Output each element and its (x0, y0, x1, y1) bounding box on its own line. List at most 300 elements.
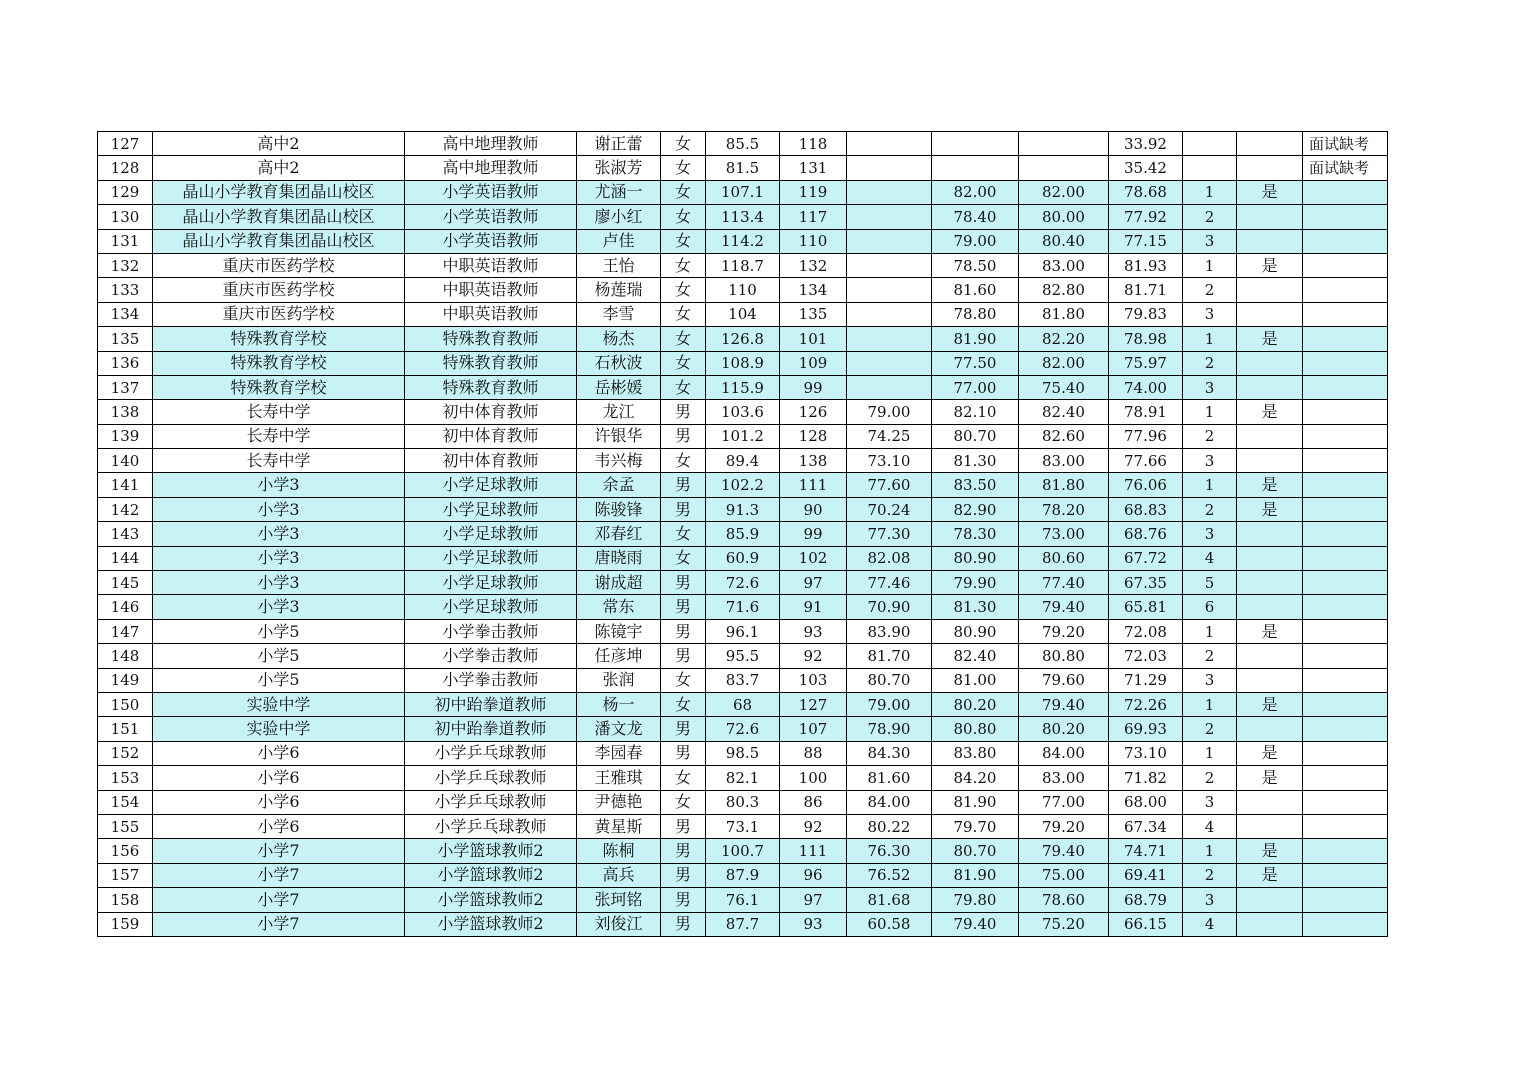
row-number-cell: 134 (98, 302, 153, 326)
interview-score-1-cell: 80.70 (932, 424, 1019, 448)
ticket-cell: 127 (780, 692, 847, 716)
rank-cell: 2 (1183, 497, 1237, 521)
table-row (98, 351, 1388, 375)
skill-score-cell: 81.68 (847, 888, 932, 912)
rank-cell: 2 (1183, 424, 1237, 448)
sex-cell: 男 (661, 863, 706, 887)
post-cell: 小学英语教师 (405, 205, 577, 229)
ticket-cell: 93 (780, 912, 847, 936)
skill-score-cell (847, 156, 932, 180)
ticket-cell: 131 (780, 156, 847, 180)
rank-cell: 3 (1183, 668, 1237, 692)
unit-cell: 小学6 (153, 814, 405, 838)
row-number-cell: 127 (98, 132, 153, 156)
post-cell: 初中体育教师 (405, 400, 577, 424)
skill-score-cell: 81.60 (847, 766, 932, 790)
written-score-cell: 115.9 (706, 375, 780, 399)
interview-score-2-cell: 80.00 (1019, 205, 1109, 229)
table-row (98, 132, 1388, 156)
unit-cell: 重庆市医药学校 (153, 278, 405, 302)
name-cell: 陈桐 (577, 839, 661, 863)
written-score-cell: 72.6 (706, 717, 780, 741)
ticket-cell: 138 (780, 449, 847, 473)
row-number-cell: 146 (98, 595, 153, 619)
table-row (98, 229, 1388, 253)
row-number-cell: 149 (98, 668, 153, 692)
written-score-cell: 126.8 (706, 327, 780, 351)
skill-score-cell: 81.70 (847, 644, 932, 668)
ticket-cell: 92 (780, 814, 847, 838)
remark-cell (1303, 692, 1388, 716)
interview-score-1-cell: 82.90 (932, 497, 1019, 521)
unit-cell: 小学7 (153, 912, 405, 936)
total-score-cell: 33.92 (1109, 132, 1183, 156)
sex-cell: 女 (661, 790, 706, 814)
post-cell: 小学拳击教师 (405, 668, 577, 692)
row-number-cell: 141 (98, 473, 153, 497)
row-number-cell: 133 (98, 278, 153, 302)
ticket-cell: 100 (780, 766, 847, 790)
unit-cell: 高中2 (153, 132, 405, 156)
table-row (98, 205, 1388, 229)
name-cell: 唐晓雨 (577, 546, 661, 570)
rank-cell: 1 (1183, 741, 1237, 765)
remark-cell (1303, 595, 1388, 619)
interview-score-1-cell: 81.90 (932, 327, 1019, 351)
admitted-cell (1237, 790, 1303, 814)
interview-score-2-cell: 79.40 (1019, 692, 1109, 716)
interview-score-2-cell: 80.60 (1019, 546, 1109, 570)
total-score-cell: 75.97 (1109, 351, 1183, 375)
unit-cell: 小学5 (153, 644, 405, 668)
post-cell: 小学篮球教师2 (405, 863, 577, 887)
table-row (98, 546, 1388, 570)
total-score-cell: 77.15 (1109, 229, 1183, 253)
admitted-cell: 是 (1237, 741, 1303, 765)
rank-cell: 3 (1183, 449, 1237, 473)
written-score-cell: 101.2 (706, 424, 780, 448)
sex-cell: 男 (661, 912, 706, 936)
remark-cell (1303, 400, 1388, 424)
ticket-cell: 134 (780, 278, 847, 302)
total-score-cell: 71.29 (1109, 668, 1183, 692)
sex-cell: 女 (661, 375, 706, 399)
admitted-cell (1237, 912, 1303, 936)
row-number-cell: 128 (98, 156, 153, 180)
post-cell: 小学乒乓球教师 (405, 741, 577, 765)
ticket-cell: 96 (780, 863, 847, 887)
admitted-cell (1237, 595, 1303, 619)
skill-score-cell: 76.52 (847, 863, 932, 887)
table-row (98, 741, 1388, 765)
sex-cell: 女 (661, 766, 706, 790)
unit-cell: 特殊教育学校 (153, 351, 405, 375)
table-row (98, 595, 1388, 619)
interview-score-2-cell: 82.00 (1019, 180, 1109, 204)
written-score-cell: 83.7 (706, 668, 780, 692)
remark-cell (1303, 473, 1388, 497)
admitted-cell: 是 (1237, 839, 1303, 863)
sex-cell: 男 (661, 839, 706, 863)
unit-cell: 小学3 (153, 546, 405, 570)
written-score-cell: 68 (706, 692, 780, 716)
rank-cell: 2 (1183, 766, 1237, 790)
table-row (98, 888, 1388, 912)
unit-cell: 小学3 (153, 497, 405, 521)
interview-score-2-cell: 82.80 (1019, 278, 1109, 302)
ticket-cell: 111 (780, 473, 847, 497)
name-cell: 王怡 (577, 253, 661, 277)
table-row (98, 180, 1388, 204)
name-cell: 张珂铭 (577, 888, 661, 912)
sex-cell: 男 (661, 644, 706, 668)
post-cell: 初中体育教师 (405, 449, 577, 473)
interview-score-1-cell: 79.70 (932, 814, 1019, 838)
remark-cell (1303, 644, 1388, 668)
ticket-cell: 102 (780, 546, 847, 570)
written-score-cell: 81.5 (706, 156, 780, 180)
admitted-cell (1237, 156, 1303, 180)
total-score-cell: 68.76 (1109, 522, 1183, 546)
remark-cell (1303, 522, 1388, 546)
interview-score-2-cell: 80.20 (1019, 717, 1109, 741)
skill-score-cell: 77.46 (847, 571, 932, 595)
rank-cell: 2 (1183, 644, 1237, 668)
interview-score-2-cell: 83.00 (1019, 253, 1109, 277)
written-score-cell: 118.7 (706, 253, 780, 277)
post-cell: 特殊教育教师 (405, 375, 577, 399)
total-score-cell: 67.34 (1109, 814, 1183, 838)
total-score-cell: 68.00 (1109, 790, 1183, 814)
row-number-cell: 138 (98, 400, 153, 424)
rank-cell: 3 (1183, 375, 1237, 399)
table-row (98, 424, 1388, 448)
interview-score-2-cell: 79.20 (1019, 814, 1109, 838)
ticket-cell: 119 (780, 180, 847, 204)
admitted-cell (1237, 449, 1303, 473)
table-row (98, 912, 1388, 936)
rank-cell: 1 (1183, 400, 1237, 424)
admitted-cell: 是 (1237, 180, 1303, 204)
interview-score-2-cell (1019, 156, 1109, 180)
rank-cell (1183, 156, 1237, 180)
ticket-cell: 88 (780, 741, 847, 765)
written-score-cell: 104 (706, 302, 780, 326)
interview-score-2-cell: 75.00 (1019, 863, 1109, 887)
sex-cell: 男 (661, 595, 706, 619)
remark-cell (1303, 888, 1388, 912)
remark-cell (1303, 253, 1388, 277)
rank-cell: 1 (1183, 253, 1237, 277)
unit-cell: 特殊教育学校 (153, 327, 405, 351)
skill-score-cell (847, 278, 932, 302)
interview-score-1-cell: 80.70 (932, 839, 1019, 863)
table-body (98, 132, 1388, 937)
row-number-cell: 136 (98, 351, 153, 375)
sex-cell: 女 (661, 278, 706, 302)
written-score-cell: 114.2 (706, 229, 780, 253)
sex-cell: 男 (661, 888, 706, 912)
rank-cell: 2 (1183, 717, 1237, 741)
row-number-cell: 151 (98, 717, 153, 741)
post-cell: 高中地理教师 (405, 132, 577, 156)
written-score-cell: 113.4 (706, 205, 780, 229)
interview-score-1-cell: 78.50 (932, 253, 1019, 277)
sex-cell: 女 (661, 205, 706, 229)
rank-cell: 1 (1183, 619, 1237, 643)
row-number-cell: 155 (98, 814, 153, 838)
total-score-cell: 67.72 (1109, 546, 1183, 570)
row-number-cell: 152 (98, 741, 153, 765)
row-number-cell: 150 (98, 692, 153, 716)
skill-score-cell: 74.25 (847, 424, 932, 448)
name-cell: 高兵 (577, 863, 661, 887)
written-score-cell: 107.1 (706, 180, 780, 204)
interview-score-2-cell: 83.00 (1019, 449, 1109, 473)
sex-cell: 女 (661, 546, 706, 570)
unit-cell: 小学3 (153, 595, 405, 619)
post-cell: 小学乒乓球教师 (405, 790, 577, 814)
admitted-cell (1237, 546, 1303, 570)
total-score-cell: 67.35 (1109, 571, 1183, 595)
total-score-cell: 35.42 (1109, 156, 1183, 180)
unit-cell: 小学3 (153, 473, 405, 497)
written-score-cell: 103.6 (706, 400, 780, 424)
skill-score-cell: 73.10 (847, 449, 932, 473)
total-score-cell: 77.96 (1109, 424, 1183, 448)
rank-cell: 2 (1183, 351, 1237, 375)
unit-cell: 重庆市医药学校 (153, 253, 405, 277)
ticket-cell: 99 (780, 375, 847, 399)
remark-cell (1303, 790, 1388, 814)
post-cell: 小学足球教师 (405, 497, 577, 521)
table-row (98, 400, 1388, 424)
remark-cell (1303, 229, 1388, 253)
unit-cell: 重庆市医药学校 (153, 302, 405, 326)
name-cell: 王雅琪 (577, 766, 661, 790)
interview-score-2-cell: 84.00 (1019, 741, 1109, 765)
table-row (98, 766, 1388, 790)
remark-cell (1303, 302, 1388, 326)
name-cell: 岳彬媛 (577, 375, 661, 399)
interview-score-1-cell: 79.00 (932, 229, 1019, 253)
remark-cell (1303, 278, 1388, 302)
sex-cell: 女 (661, 668, 706, 692)
sex-cell: 女 (661, 180, 706, 204)
post-cell: 小学足球教师 (405, 473, 577, 497)
admitted-cell (1237, 132, 1303, 156)
interview-score-2-cell: 82.20 (1019, 327, 1109, 351)
remark-cell: 面试缺考 (1303, 156, 1388, 180)
interview-score-1-cell: 83.80 (932, 741, 1019, 765)
table-row (98, 449, 1388, 473)
written-score-cell: 71.6 (706, 595, 780, 619)
total-score-cell: 65.81 (1109, 595, 1183, 619)
ticket-cell: 103 (780, 668, 847, 692)
name-cell: 卢佳 (577, 229, 661, 253)
ticket-cell: 101 (780, 327, 847, 351)
name-cell: 邓春红 (577, 522, 661, 546)
sex-cell: 男 (661, 473, 706, 497)
interview-score-1-cell: 83.50 (932, 473, 1019, 497)
row-number-cell: 153 (98, 766, 153, 790)
interview-score-2-cell: 81.80 (1019, 302, 1109, 326)
sex-cell: 女 (661, 229, 706, 253)
skill-score-cell (847, 375, 932, 399)
unit-cell: 晶山小学教育集团晶山校区 (153, 229, 405, 253)
name-cell: 张淑芳 (577, 156, 661, 180)
sex-cell: 男 (661, 497, 706, 521)
table-row (98, 302, 1388, 326)
written-score-cell: 102.2 (706, 473, 780, 497)
skill-score-cell: 79.00 (847, 692, 932, 716)
admitted-cell (1237, 888, 1303, 912)
sex-cell: 女 (661, 327, 706, 351)
ticket-cell: 126 (780, 400, 847, 424)
interview-score-2-cell: 79.20 (1019, 619, 1109, 643)
total-score-cell: 76.06 (1109, 473, 1183, 497)
remark-cell (1303, 546, 1388, 570)
ticket-cell: 97 (780, 888, 847, 912)
total-score-cell: 74.00 (1109, 375, 1183, 399)
total-score-cell: 78.91 (1109, 400, 1183, 424)
admitted-cell (1237, 375, 1303, 399)
interview-score-1-cell: 80.90 (932, 546, 1019, 570)
sex-cell: 女 (661, 522, 706, 546)
ticket-cell: 135 (780, 302, 847, 326)
admitted-cell (1237, 668, 1303, 692)
post-cell: 小学英语教师 (405, 229, 577, 253)
remark-cell (1303, 424, 1388, 448)
remark-cell (1303, 839, 1388, 863)
unit-cell: 长寿中学 (153, 424, 405, 448)
interview-score-1-cell: 81.30 (932, 595, 1019, 619)
remark-cell (1303, 449, 1388, 473)
ticket-cell: 92 (780, 644, 847, 668)
rank-cell: 1 (1183, 839, 1237, 863)
interview-score-2-cell: 78.60 (1019, 888, 1109, 912)
table-row (98, 717, 1388, 741)
rank-cell: 2 (1183, 278, 1237, 302)
interview-score-1-cell: 82.00 (932, 180, 1019, 204)
row-number-cell: 135 (98, 327, 153, 351)
skill-score-cell: 83.90 (847, 619, 932, 643)
skill-score-cell: 77.60 (847, 473, 932, 497)
admitted-cell: 是 (1237, 497, 1303, 521)
post-cell: 特殊教育教师 (405, 327, 577, 351)
written-score-cell: 108.9 (706, 351, 780, 375)
post-cell: 小学拳击教师 (405, 619, 577, 643)
admitted-cell: 是 (1237, 766, 1303, 790)
remark-cell (1303, 351, 1388, 375)
interview-score-2-cell: 83.00 (1019, 766, 1109, 790)
skill-score-cell (847, 132, 932, 156)
sex-cell: 男 (661, 424, 706, 448)
total-score-cell: 72.03 (1109, 644, 1183, 668)
admitted-cell (1237, 278, 1303, 302)
row-number-cell: 143 (98, 522, 153, 546)
skill-score-cell (847, 253, 932, 277)
ticket-cell: 91 (780, 595, 847, 619)
post-cell: 小学足球教师 (405, 571, 577, 595)
name-cell: 刘俊江 (577, 912, 661, 936)
unit-cell: 实验中学 (153, 692, 405, 716)
skill-score-cell: 76.30 (847, 839, 932, 863)
interview-score-2-cell: 81.80 (1019, 473, 1109, 497)
interview-score-1-cell: 78.80 (932, 302, 1019, 326)
rank-cell: 1 (1183, 692, 1237, 716)
table-row (98, 814, 1388, 838)
skill-score-cell: 82.08 (847, 546, 932, 570)
rank-cell: 4 (1183, 814, 1237, 838)
unit-cell: 长寿中学 (153, 400, 405, 424)
name-cell: 杨杰 (577, 327, 661, 351)
ticket-cell: 97 (780, 571, 847, 595)
remark-cell (1303, 741, 1388, 765)
name-cell: 谢正蕾 (577, 132, 661, 156)
written-score-cell: 95.5 (706, 644, 780, 668)
skill-score-cell (847, 302, 932, 326)
rank-cell: 3 (1183, 790, 1237, 814)
total-score-cell: 74.71 (1109, 839, 1183, 863)
interview-score-2-cell: 80.40 (1019, 229, 1109, 253)
admitted-cell (1237, 717, 1303, 741)
table-row (98, 375, 1388, 399)
remark-cell (1303, 571, 1388, 595)
row-number-cell: 132 (98, 253, 153, 277)
ticket-cell: 93 (780, 619, 847, 643)
unit-cell: 小学6 (153, 741, 405, 765)
table-row (98, 473, 1388, 497)
skill-score-cell: 84.30 (847, 741, 932, 765)
skill-score-cell: 80.70 (847, 668, 932, 692)
interview-score-1-cell: 79.90 (932, 571, 1019, 595)
skill-score-cell (847, 351, 932, 375)
name-cell: 陈镜宇 (577, 619, 661, 643)
admitted-cell (1237, 205, 1303, 229)
rank-cell: 2 (1183, 863, 1237, 887)
remark-cell: 面试缺考 (1303, 132, 1388, 156)
ticket-cell: 118 (780, 132, 847, 156)
row-number-cell: 130 (98, 205, 153, 229)
skill-score-cell: 78.90 (847, 717, 932, 741)
rank-cell: 3 (1183, 888, 1237, 912)
interview-score-2-cell: 73.00 (1019, 522, 1109, 546)
remark-cell (1303, 814, 1388, 838)
total-score-cell: 72.08 (1109, 619, 1183, 643)
table-row (98, 668, 1388, 692)
unit-cell: 长寿中学 (153, 449, 405, 473)
total-score-cell: 68.79 (1109, 888, 1183, 912)
remark-cell (1303, 497, 1388, 521)
admitted-cell (1237, 522, 1303, 546)
row-number-cell: 131 (98, 229, 153, 253)
total-score-cell: 77.66 (1109, 449, 1183, 473)
results-table (97, 131, 1388, 937)
ticket-cell: 99 (780, 522, 847, 546)
ticket-cell: 111 (780, 839, 847, 863)
interview-score-1-cell: 79.40 (932, 912, 1019, 936)
name-cell: 余孟 (577, 473, 661, 497)
remark-cell (1303, 766, 1388, 790)
admitted-cell (1237, 424, 1303, 448)
skill-score-cell: 84.00 (847, 790, 932, 814)
unit-cell: 小学7 (153, 888, 405, 912)
rank-cell: 6 (1183, 595, 1237, 619)
written-score-cell: 72.6 (706, 571, 780, 595)
written-score-cell: 98.5 (706, 741, 780, 765)
remark-cell (1303, 912, 1388, 936)
